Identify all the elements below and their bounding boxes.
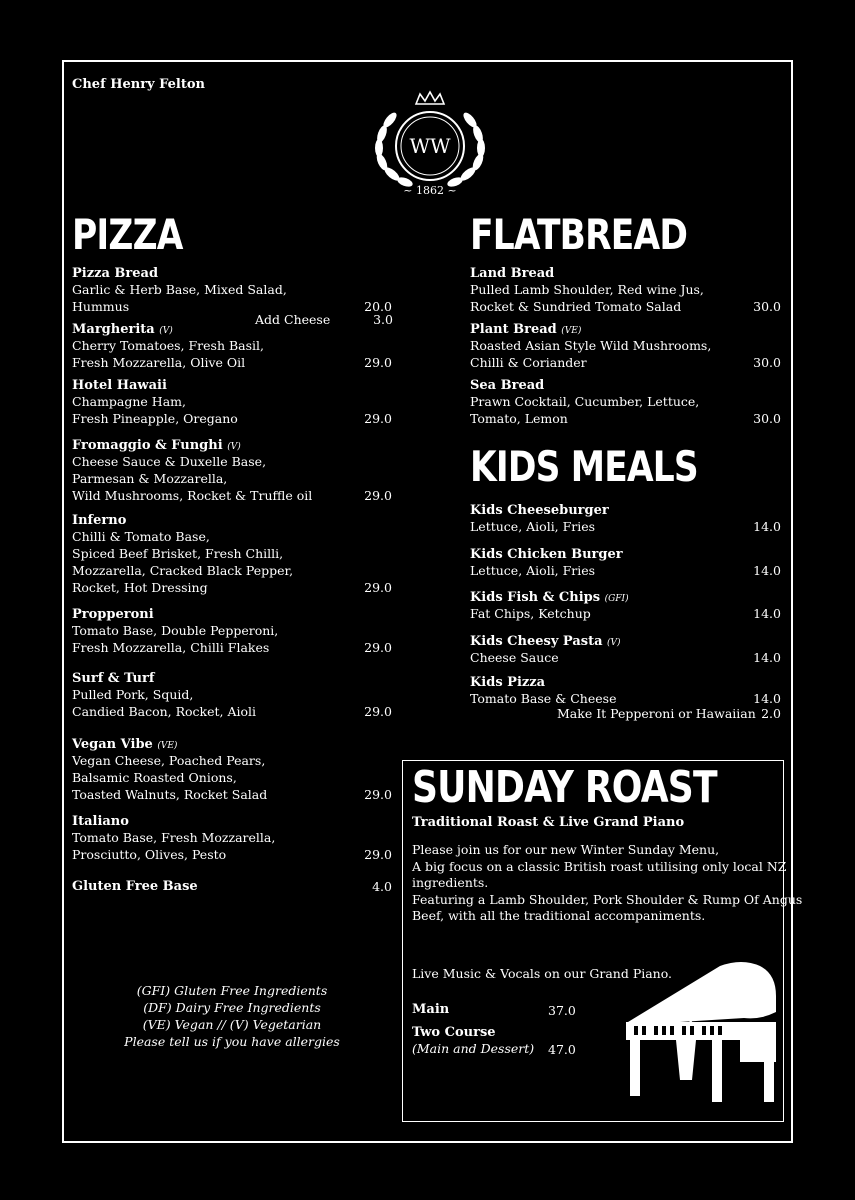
legend-line: (VE) Vegan // (V) Vegetarian <box>142 1017 322 1032</box>
dietary-tag: (V) <box>227 442 241 452</box>
item-description: Fresh Mozzarella, Olive Oil <box>72 355 246 370</box>
item-description: Cherry Tomatoes, Fresh Basil, <box>72 338 265 353</box>
body-line: ingredients. <box>412 875 489 890</box>
item-description: Pulled Pork, Squid, <box>72 687 194 702</box>
grand-piano-icon <box>620 960 780 1110</box>
dietary-tag: (V) <box>607 638 621 648</box>
item-description: Fresh Mozzarella, Chilli Flakes <box>72 640 270 655</box>
body-line: Beef, with all the traditional accompaniments. <box>412 908 706 923</box>
legend-line: Please tell us if you have allergies <box>124 1034 340 1049</box>
item-price: 30.0 <box>753 411 781 426</box>
menu-item-name <box>470 503 609 519</box>
item-price: 4.0 <box>372 879 392 894</box>
chef-name: Chef Henry Felton <box>72 77 205 92</box>
kids-extra-price: 2.0 <box>761 706 781 721</box>
kids-heading: KIDS MEALS <box>470 442 698 491</box>
legend-line: (DF) Dairy Free Ingredients <box>143 1000 321 1015</box>
add-cheese-price: 3.0 <box>373 312 393 327</box>
menu-item-name <box>72 671 154 687</box>
item-name-text: Land Bread <box>470 266 555 281</box>
item-name-text: Gluten Free Base <box>72 879 198 894</box>
item-price: 29.0 <box>364 787 392 802</box>
menu-item-name <box>72 378 167 394</box>
item-description: Candied Bacon, Rocket, Aioli <box>72 704 257 719</box>
item-price: 14.0 <box>753 691 781 706</box>
menu-item-name <box>470 634 621 651</box>
sunday-main-price: 37.0 <box>548 1003 576 1018</box>
kids-extra-label: Make It Pepperoni or Hawaiian <box>557 706 756 721</box>
item-description: Tomato Base, Fresh Mozzarella, <box>72 830 276 845</box>
menu-item-name <box>470 378 544 394</box>
sunday-heading: SUNDAY ROAST <box>412 762 717 813</box>
menu-item-name <box>72 266 158 282</box>
item-description: Fresh Pineapple, Oregano <box>72 411 238 426</box>
flatbread-heading: FLATBREAD <box>470 210 688 259</box>
item-price: 14.0 <box>753 563 781 578</box>
item-name-text: Inferno <box>72 513 127 528</box>
sunday-subtitle: Traditional Roast & Live Grand Piano <box>412 815 685 830</box>
item-price: 29.0 <box>364 355 392 370</box>
item-description: Cheese Sauce & Duxelle Base, <box>72 454 267 469</box>
item-name-text: Kids Chicken Burger <box>470 547 623 562</box>
item-price: 29.0 <box>364 640 392 655</box>
item-description: Prosciutto, Olives, Pesto <box>72 847 227 862</box>
item-description: Tomato Base & Cheese <box>470 691 617 706</box>
body-line: Featuring a Lamb Shoulder, Pork Shoulder & Rump Of Angus <box>412 891 803 907</box>
crest-logo <box>368 90 492 202</box>
item-description: Lettuce, Aioli, Fries <box>470 519 596 534</box>
item-name-text: Sea Bread <box>470 378 545 393</box>
item-name-text: Kids Pizza <box>470 675 546 690</box>
item-description: Lettuce, Aioli, Fries <box>470 563 596 578</box>
item-price: 20.0 <box>364 299 392 314</box>
item-name-text: Pizza Bread <box>72 266 159 281</box>
menu-item-name <box>72 814 129 830</box>
item-description: Champagne Ham, <box>72 394 186 409</box>
item-price: 29.0 <box>364 847 392 862</box>
item-description: Rocket & Sundried Tomato Salad <box>470 299 682 314</box>
dietary-tag: (GFI) <box>604 594 629 604</box>
item-price: 29.0 <box>364 580 392 595</box>
item-name-text: Fromaggio & Funghi <box>72 438 223 453</box>
item-description: Hummus <box>72 299 130 314</box>
item-name-text: Kids Fish & Chips <box>470 590 601 605</box>
menu-item-name <box>72 607 154 623</box>
item-description: Fat Chips, Ketchup <box>470 606 591 621</box>
body-line: Please join us for our new Winter Sunday Menu, <box>412 842 720 857</box>
dietary-tag: (VE) <box>561 326 582 336</box>
item-price: 30.0 <box>753 299 781 314</box>
menu-item-name <box>72 737 177 754</box>
menu-item-name <box>470 266 554 282</box>
sunday-main-label: Main <box>412 1002 450 1017</box>
crown-icon <box>416 92 444 104</box>
dietary-tag: (V) <box>159 326 173 336</box>
item-description: Rocket, Hot Dressing <box>72 580 208 595</box>
item-price: 29.0 <box>364 411 392 426</box>
item-price: 29.0 <box>364 704 392 719</box>
item-description: Chilli & Coriander <box>470 355 587 370</box>
menu-item-name <box>470 547 623 563</box>
menu-item-name <box>72 438 241 455</box>
legend-line: (GFI) Gluten Free Ingredients <box>136 983 328 998</box>
menu-item-name <box>470 675 545 691</box>
item-name-text: Margherita <box>72 322 155 337</box>
item-name-text: Kids Cheeseburger <box>470 503 609 518</box>
item-name-text: Hotel Hawaii <box>72 378 167 393</box>
sunday-two-course-price: 47.0 <box>548 1042 576 1057</box>
item-description: Toasted Walnuts, Rocket Salad <box>72 787 268 802</box>
item-name-text: Vegan Vibe <box>72 737 153 752</box>
menu-item-name <box>72 513 126 529</box>
item-name-text: Italiano <box>72 814 129 829</box>
sunday-body <box>412 842 802 925</box>
item-name-text: Plant Bread <box>470 322 557 337</box>
item-description: Tomato Base, Double Pepperoni, <box>72 623 279 638</box>
item-description: Mozzarella, Cracked Black Pepper, <box>72 563 294 578</box>
body-line: A big focus on a classic British roast utilising only local NZ <box>412 858 787 874</box>
menu-item-name <box>470 322 581 339</box>
item-description: Roasted Asian Style Wild Mushrooms, <box>470 338 712 353</box>
item-description: Cheese Sauce <box>470 650 559 665</box>
menu-item-name <box>470 590 629 607</box>
item-description: Tomato, Lemon <box>470 411 568 426</box>
item-description: Pulled Lamb Shoulder, Red wine Jus, <box>470 282 704 297</box>
logo-year: ~ 1862 ~ <box>403 184 457 197</box>
item-description: Garlic & Herb Base, Mixed Salad, <box>72 282 287 297</box>
item-description: Parmesan & Mozzarella, <box>72 471 228 486</box>
item-description: Vegan Cheese, Poached Pears, <box>72 753 266 768</box>
logo-monogram: WW <box>409 134 451 158</box>
dietary-legend <box>72 982 392 1050</box>
dietary-tag: (VE) <box>157 741 178 751</box>
item-description: Spiced Beef Brisket, Fresh Chilli, <box>72 546 284 561</box>
item-price: 30.0 <box>753 355 781 370</box>
item-description: Wild Mushrooms, Rocket & Truffle oil <box>72 488 313 503</box>
item-description: Prawn Cocktail, Cucumber, Lettuce, <box>470 394 700 409</box>
item-name-text: Kids Cheesy Pasta <box>470 634 603 649</box>
item-description: Chilli & Tomato Base, <box>72 529 210 544</box>
add-cheese-label: Add Cheese <box>255 312 331 327</box>
sunday-two-course-sub: (Main and Dessert) <box>412 1041 535 1056</box>
item-price: 14.0 <box>753 519 781 534</box>
menu-item-name <box>72 322 173 339</box>
item-price: 29.0 <box>364 488 392 503</box>
pizza-heading: PIZZA <box>72 210 183 259</box>
menu-item-name <box>72 879 198 895</box>
item-price: 14.0 <box>753 650 781 665</box>
item-description: Balsamic Roasted Onions, <box>72 770 237 785</box>
sunday-two-course-label: Two Course <box>412 1025 496 1040</box>
item-name-text: Surf & Turf <box>72 671 155 686</box>
item-price: 14.0 <box>753 606 781 621</box>
item-name-text: Propperoni <box>72 607 154 622</box>
sunday-music: Live Music & Vocals on our Grand Piano. <box>412 966 673 981</box>
